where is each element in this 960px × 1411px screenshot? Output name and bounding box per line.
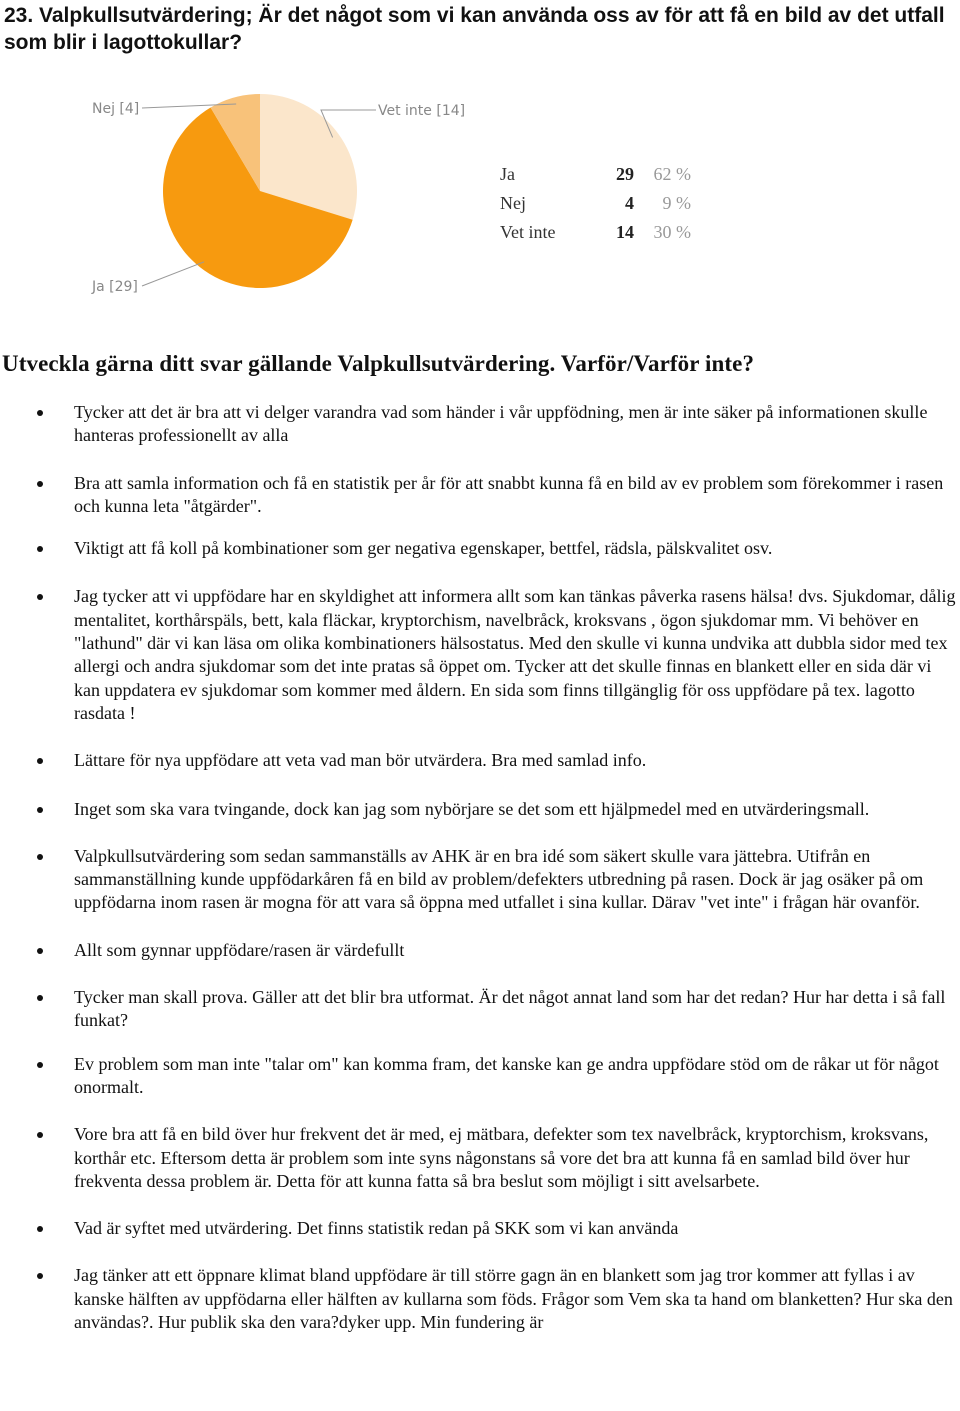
answer-text: Jag tänker att ett öppnare klimat bland uppfödare är till större gagn än en blankett som jag tror kommer att fyllas i av kanske hälften av uppfödarna eller hälften av kullarna som föds. Frågor som Vem ska ta hand om blanketten? Hur ska den användas?. Hur publik ska den vara?dyker upp. Min fundering är <box>74 1265 953 1333</box>
answer-item <box>0 585 960 725</box>
answer-item <box>0 798 960 821</box>
bullet-icon <box>37 807 43 813</box>
answer-item <box>0 1123 960 1193</box>
summary-count: 4 <box>625 193 634 213</box>
answer-list <box>0 401 960 1334</box>
summary-percent: 30 % <box>653 222 691 242</box>
bullet-icon <box>37 1132 43 1138</box>
bullet-icon <box>37 1062 43 1068</box>
answer-text: Viktigt att få koll på kombinationer som ger negativa egenskaper, bettfel, rädsla, pälskvalitet osv. <box>74 538 773 559</box>
summary-percent: 9 % <box>662 193 691 213</box>
bullet-icon <box>37 410 43 416</box>
summary-row <box>500 218 691 247</box>
pie-label-vet-inte: Vet inte [14] <box>378 103 466 119</box>
answer-item <box>0 1053 960 1100</box>
answer-item <box>0 472 960 519</box>
bullet-icon <box>37 1226 43 1232</box>
section-title: Utveckla gärna ditt svar gällande Valpkullsutvärdering. Varför/Varför inte? <box>2 351 755 376</box>
summary-table <box>500 160 691 247</box>
summary-label: Vet inte <box>500 222 556 242</box>
answer-text: Bra att samla information och få en statistik per år för att snabbt kunna få en bild av ev problem som förekommer i rasen och kunna leta "åtgärder". <box>74 472 944 516</box>
answer-item <box>0 986 960 1033</box>
answer-text: Tycker att det är bra att vi delger varandra vad som händer i vår uppfödning, men är inte säker på informationen skulle hanteras professionellt av alla <box>74 402 928 446</box>
summary-count: 29 <box>616 164 634 184</box>
pie-label-nej: Nej [4] <box>92 101 140 117</box>
answer-item <box>0 537 960 560</box>
answer-item <box>0 939 960 962</box>
bullet-icon <box>37 948 43 954</box>
summary-count: 14 <box>616 222 634 242</box>
answer-item <box>0 845 960 915</box>
answer-text: Vad är syftet med utvärdering. Det finns statistik redan på SKK som vi kan använda <box>74 1218 679 1239</box>
answer-text: Jag tycker att vi uppfödare har en skyldighet att informera allt som kan tänkas påverka rasens hälsa! dvs. Sjukdomar, dålig mentalitet, korthårspäls, bett, kala fläckar, kryptorchism, navelbråck, kroksvans , ögon sjukdomar mm. Vi behöver en "lathund" där vi kan läsa om olika kombinationers hälsostatus. Med den skulle vi kunna undvika att dubbla sidor med tex allergi och andra sjukdomar som det inte pratas så öppet om. Tycker att det skulle finnas en blankett eller en sida där vi kan uppdatera ev sjukdomar som kommer med åldern. En sida som finns tillgänglig för oss uppfödare på tex. lagotto rasdata ! <box>74 586 956 723</box>
pie-chart <box>80 88 500 303</box>
bullet-icon <box>37 481 43 487</box>
bullet-icon <box>37 854 43 860</box>
bullet-icon <box>37 758 43 764</box>
bullet-icon <box>37 546 43 552</box>
answer-item <box>0 401 960 448</box>
answer-text: Ev problem som man inte "talar om" kan komma fram, det kanske kan ge andra uppfödare stöd om de råkar ut för något onormalt. <box>74 1053 939 1097</box>
summary-percent: 62 % <box>653 164 691 184</box>
answer-text: Allt som gynnar uppfödare/rasen är värdefullt <box>74 939 405 960</box>
leader-line <box>142 262 204 286</box>
answer-text: Tycker man skall prova. Gäller att det blir bra utformat. Är det något annat land som har det redan? Hur har detta i så fall funkat? <box>74 987 946 1031</box>
bullet-icon <box>37 1273 43 1279</box>
answer-text: Valpkullsutvärdering som sedan sammanställs av AHK är en bra idé som säkert skulle vara jättebra. Utifrån en sammanställning kunde uppfödarkåren få en bild av problem/defekters utbredning på rasen. Dock är jag osäker på om uppfödarna inom rasen är mogna för att vara så öppna med utfallet i sina kullar. Därav "vet inte" i frågan här ovanför. <box>74 845 924 913</box>
answer-text: Inget som ska vara tvingande, dock kan jag som nybörjare se det som ett hjälpmedel med en utvärderingsmall. <box>74 798 870 819</box>
bullet-icon <box>37 594 43 600</box>
question-title: 23. Valpkullsutvärdering; Är det något som vi kan använda oss av för att få en bild av det utfall som blir i lagottokullar? <box>4 4 945 54</box>
answer-text: Lättare för nya uppfödare att veta vad man bör utvärdera. Bra med samlad info. <box>74 750 647 771</box>
pie-label-ja: Ja [29] <box>92 279 138 295</box>
answer-item <box>0 1217 960 1240</box>
answer-text: Vore bra att få en bild över hur frekvent det är med, ej mätbara, defekter som tex navelbråck, kryptorchism, kroksvans, korthår etc. Eftersom detta är problem som inte syns någonstans så vore det bra att kunna få en samlad bild över hur frekventa dessa problem är. Detta för att kunna fatta så bra beslut som möjligt i sitt avelsarbete. <box>74 1124 929 1191</box>
summary-row <box>500 189 691 218</box>
bullet-icon <box>37 995 43 1001</box>
summary-label: Ja <box>500 164 515 184</box>
summary-label: Nej <box>500 193 526 213</box>
summary-row <box>500 160 691 189</box>
answer-item <box>0 1264 960 1334</box>
answer-item <box>0 749 960 772</box>
